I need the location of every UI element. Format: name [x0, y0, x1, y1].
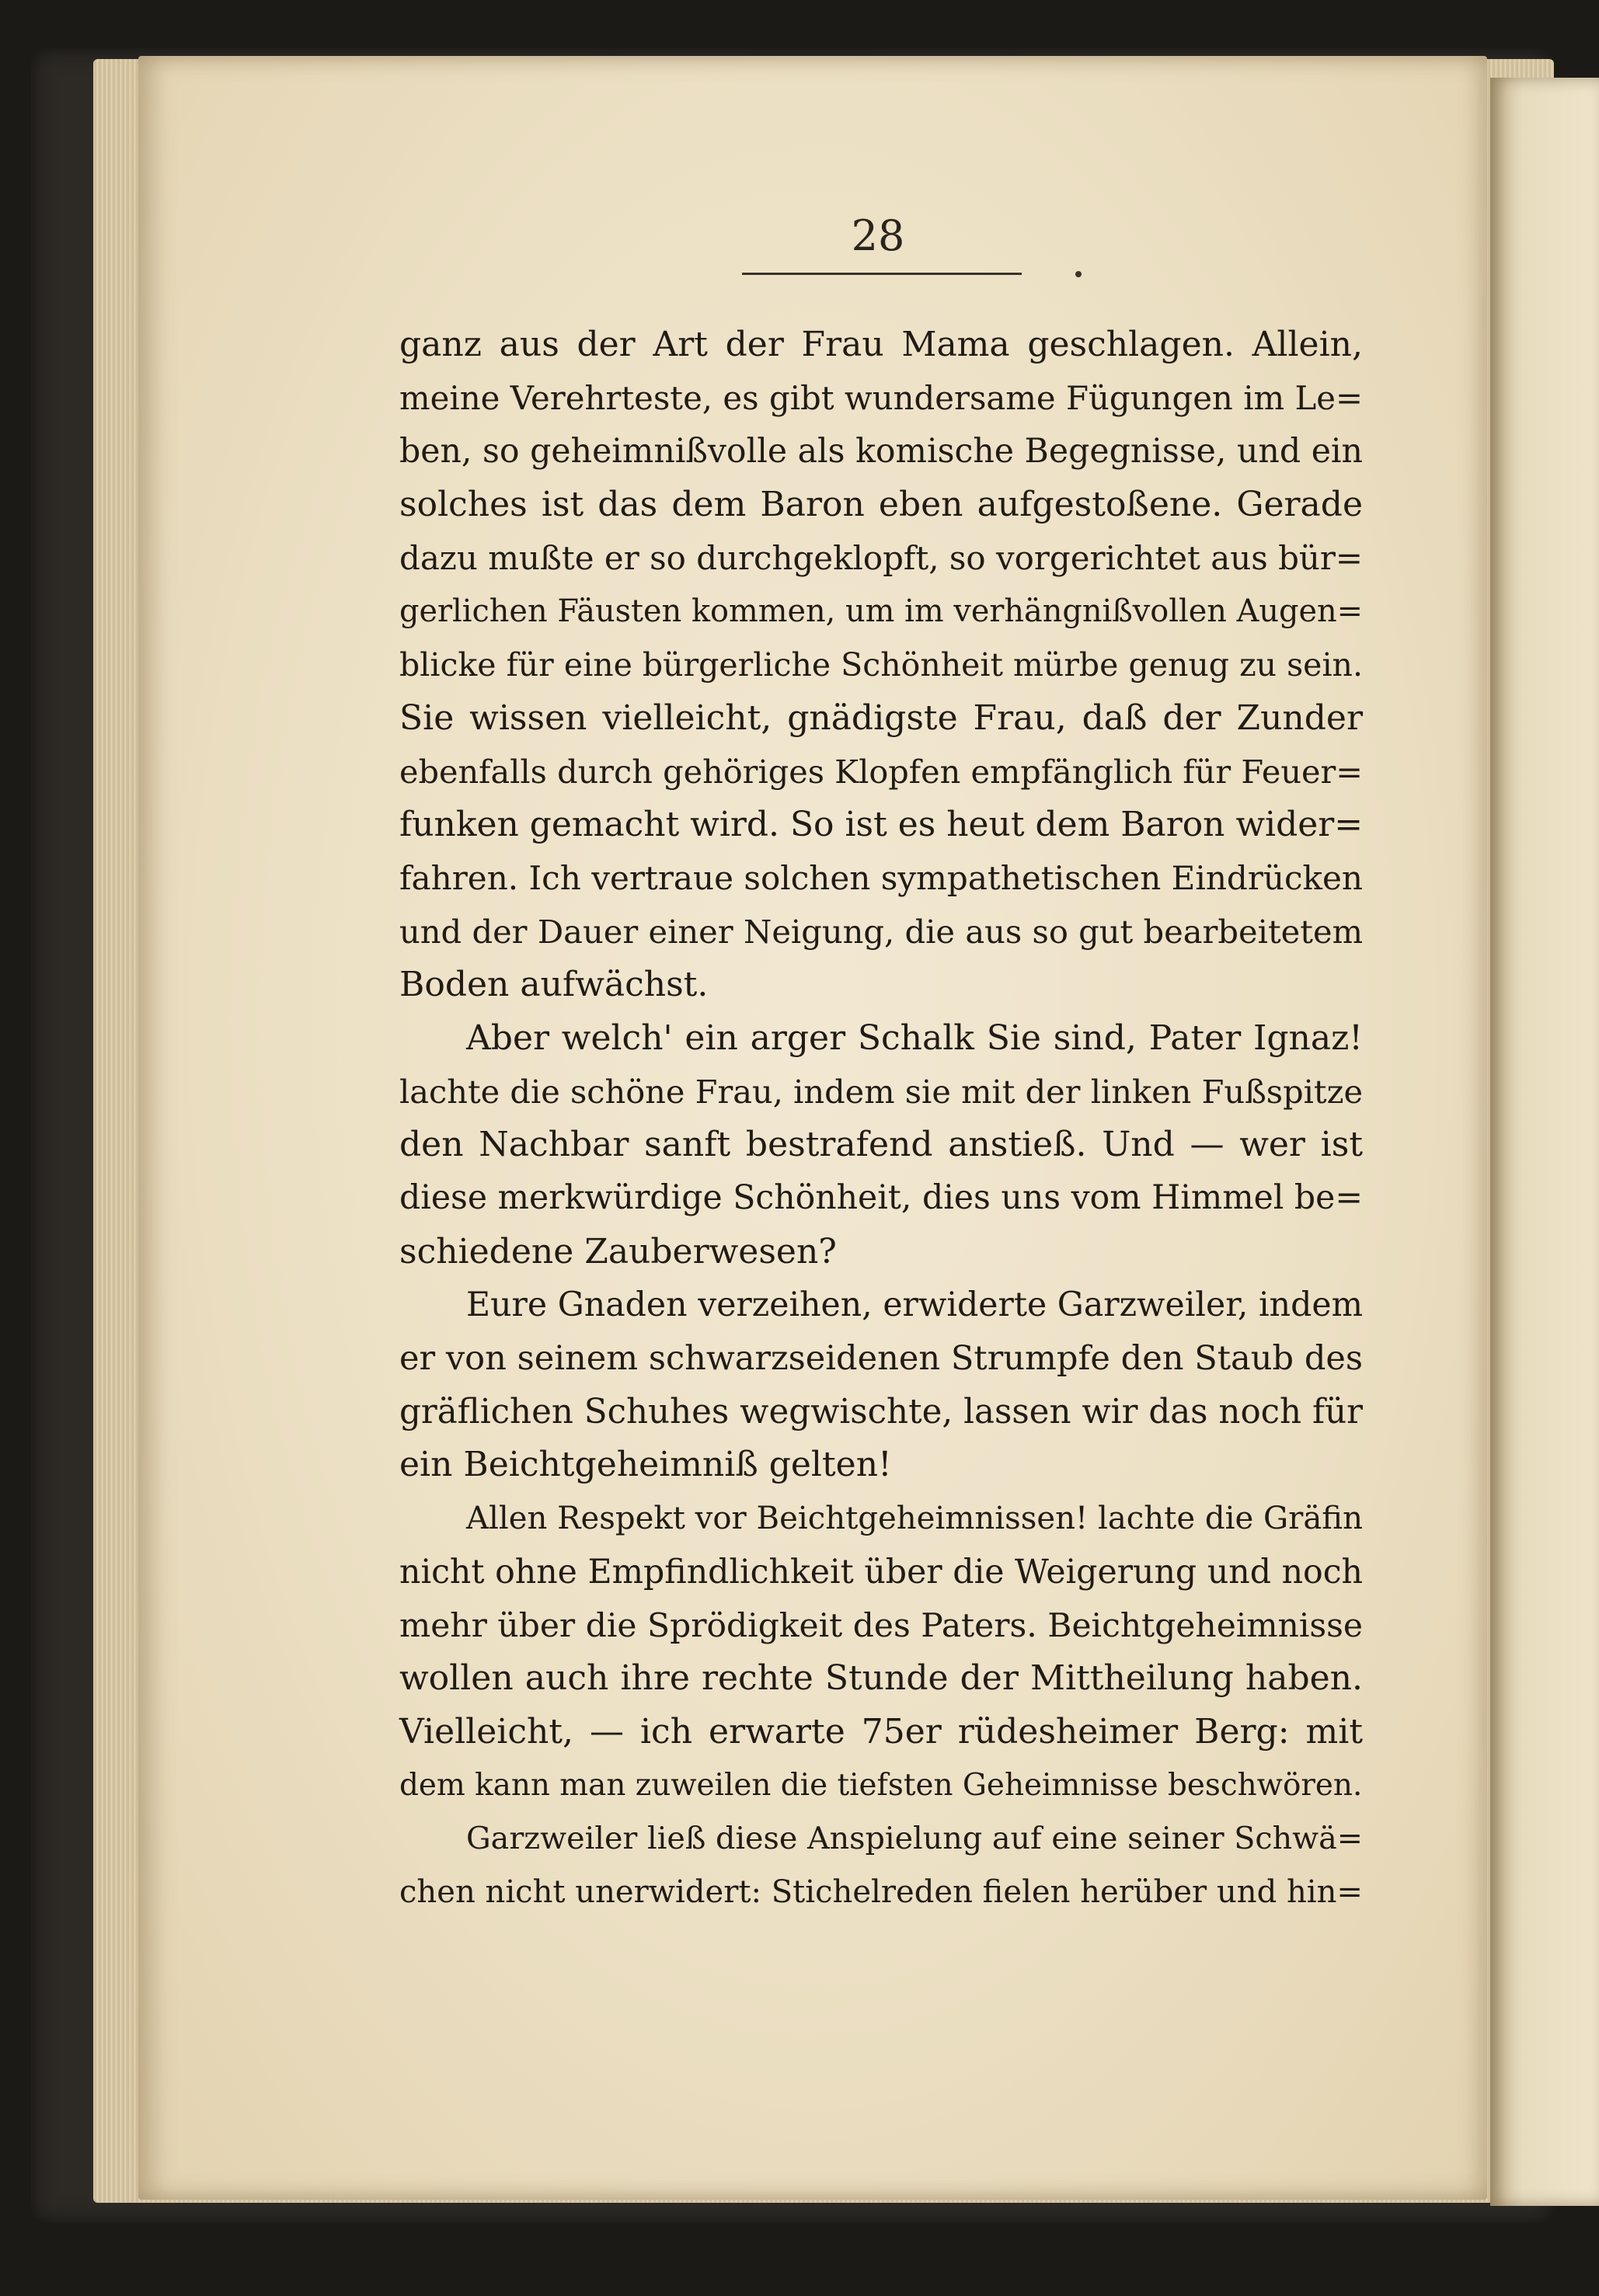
text-line: ganz aus der Art der Frau Mama geschlagen. Allein,	[399, 325, 1363, 364]
facing-page-edge	[1490, 78, 1599, 2206]
text-line: und der Dauer einer Neigung, die aus so gut bearbeitetem	[399, 912, 1363, 951]
text-line: solches ist das dem Baron eben aufgestoßene. Gerade	[399, 485, 1363, 525]
text-line: nicht ohne Empfindlichkeit über die Weigerung und noch	[399, 1552, 1363, 1592]
text-line: mehr über die Sprödigkeit des Paters. Beichtgeheimnisse	[399, 1605, 1363, 1644]
text-line: Eure Gnaden verzeihen, erwiderte Garzweiler, indem	[466, 1285, 1363, 1325]
text-line: ben, so geheimnißvolle als komische Begegnisse, und ein	[399, 432, 1363, 471]
text-line: blicke für eine bürgerliche Schönheit mürbe genug zu sein.	[399, 646, 1363, 684]
text-line: gerlichen Fäusten kommen, um im verhängnißvollen Augen=	[399, 593, 1363, 630]
text-line: er von seinem schwarzseidenen Strumpfe den Staub des	[399, 1339, 1363, 1379]
text-line: fahren. Ich vertraue solchen sympathetischen Eindrücken	[399, 858, 1363, 897]
page-number: 28	[851, 211, 905, 260]
text-line: Aber welch' ein arger Schalk Sie sind, Pater Ignaz!	[466, 1018, 1363, 1058]
text-line: schiedene Zauberwesen?	[399, 1231, 837, 1271]
text-line: Allen Respekt vor Beichtgeheimnissen! lachte die Gräfin	[466, 1501, 1363, 1537]
header-rule	[742, 273, 1022, 275]
text-line: wollen auch ihre rechte Stunde der Mittheilung haben.	[399, 1658, 1363, 1699]
text-line: ebenfalls durch gehöriges Klopfen empfänglich für Feuer=	[399, 753, 1363, 791]
text-line: diese merkwürdige Schönheit, dies uns vom Himmel be=	[399, 1179, 1363, 1217]
text-line: gräflichen Schuhes wegwischte, lassen wir das noch für	[399, 1392, 1363, 1432]
text-line: meine Verehrteste, es gibt wundersame Fügungen im Le=	[399, 378, 1363, 417]
text-line: funken gemacht wird. So ist es heut dem Baron wider=	[399, 805, 1363, 845]
text-line: Garzweiler ließ diese Anspielung auf eine seiner Schwä=	[466, 1821, 1363, 1857]
text-line: Boden aufwächst.	[399, 965, 709, 1005]
text-line: Sie wissen vielleicht, gnädigste Frau, daß der Zunder	[399, 697, 1363, 738]
text-line: ein Beichtgeheimniß gelten!	[399, 1445, 892, 1485]
ink-speck	[1075, 271, 1082, 277]
text-line: chen nicht unerwidert: Stichelreden fielen herüber und hin=	[399, 1873, 1363, 1910]
page-text	[399, 318, 1363, 1919]
text-line: dem kann man zuweilen die tiefsten Geheimnisse beschwören.	[399, 1767, 1363, 1803]
text-line: den Nachbar sanft bestrafend anstieß. Und — wer ist	[399, 1125, 1363, 1165]
text-line: lachte die schöne Frau, indem sie mit der linken Fußspitze	[399, 1072, 1363, 1111]
text-line: dazu mußte er so durchgeklopft, so vorgerichtet aus bür=	[399, 538, 1363, 577]
text-line: Vielleicht, — ich erwarte 75er rüdesheimer Berg: mit	[399, 1711, 1363, 1752]
